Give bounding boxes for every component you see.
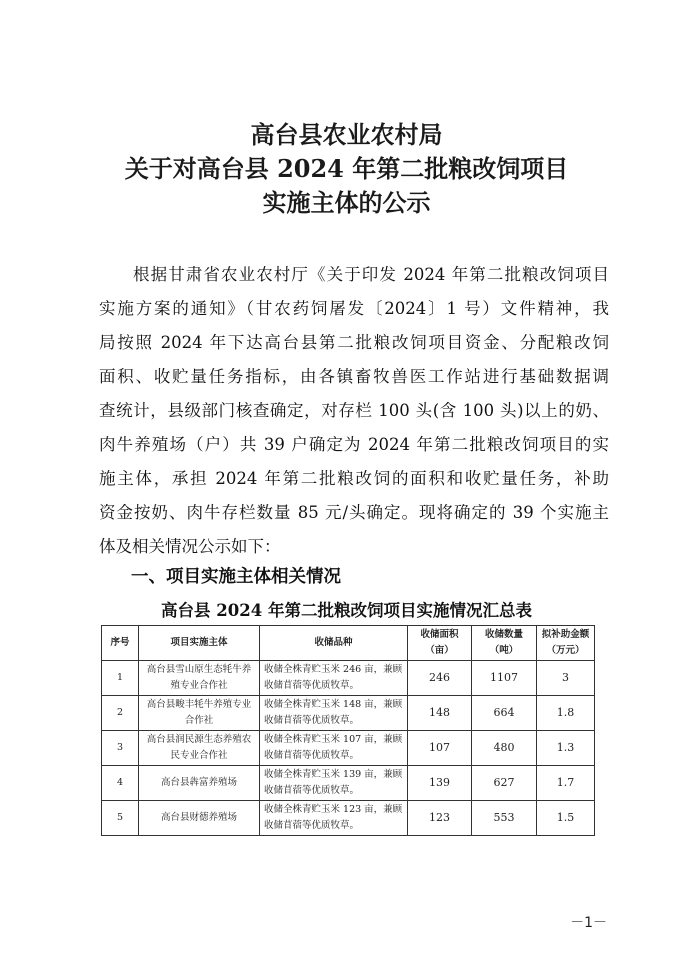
header-entity: 项目实施主体 — [139, 626, 260, 661]
cell-area: 107 — [408, 731, 472, 766]
cell-subsidy: 1.3 — [537, 731, 595, 766]
header-variety: 收储品种 — [260, 626, 408, 661]
body-line: 实施方案的通知》（甘农药饲屠发〔2024〕1 号）文件精神，我 — [99, 299, 609, 318]
header-quantity — [472, 626, 537, 661]
cell-subsidy: 1.5 — [537, 801, 595, 836]
header-subsidy-label: 拟补助金额 — [541, 629, 590, 640]
cell-area: 123 — [408, 801, 472, 836]
header-no: 序号 — [102, 626, 139, 661]
body-line: 局按照 2024 年下达高台县第二批粮改饲项目资金、分配粮改饲 — [99, 333, 609, 352]
cell-variety: 收储全株青贮玉米 139 亩，兼顾收储苜蓿等优质牧草。 — [260, 766, 408, 801]
title-line-2: 关于对高台县 2024 年第二批粮改饲项目 — [124, 154, 569, 183]
cell-variety: 收储全株青贮玉米 123 亩，兼顾收储苜蓿等优质牧草。 — [260, 801, 408, 836]
cell-variety: 收储全株青贮玉米 246 亩，兼顾收储苜蓿等优质牧草。 — [260, 661, 408, 696]
document-title — [0, 118, 693, 220]
cell-subsidy: 1.7 — [537, 766, 595, 801]
cell-entity: 高台县犇富养殖场 — [139, 766, 260, 801]
cell-no: 2 — [102, 696, 139, 731]
cell-no: 5 — [102, 801, 139, 836]
header-subsidy-unit: （万元） — [546, 645, 585, 656]
table-row — [102, 696, 595, 731]
header-quantity-unit: （吨） — [489, 645, 519, 656]
section-heading: 一、项目实施主体相关情况 — [131, 567, 341, 587]
cell-quantity: 627 — [472, 766, 537, 801]
table-row — [102, 661, 595, 696]
cell-area: 139 — [408, 766, 472, 801]
header-area-unit: （亩） — [425, 645, 454, 656]
cell-variety: 收储全株青贮玉米 148 亩，兼顾收储苜蓿等优质牧草。 — [260, 696, 408, 731]
cell-entity: 高台县雪山原生态牦牛养殖专业合作社 — [139, 661, 260, 696]
summary-table — [101, 625, 595, 836]
cell-subsidy: 1.8 — [537, 696, 595, 731]
cell-no: 1 — [102, 661, 139, 696]
title-line-1: 高台县农业农村局 — [250, 120, 443, 149]
body-line: 施主体，承担 2024 年第二批粮改饲的面积和收贮量任务，补助 — [99, 469, 609, 488]
body-line: 资金按奶、肉牛存栏数量 85 元/头确定。现将确定的 39 个实施主 — [99, 503, 609, 522]
cell-entity: 高台县润民源生态养殖农民专业合作社 — [139, 731, 260, 766]
body-paragraph — [99, 258, 609, 564]
header-subsidy — [537, 626, 595, 661]
cell-quantity: 664 — [472, 696, 537, 731]
cell-variety: 收储全株青贮玉米 107 亩，兼顾收储苜蓿等优质牧草。 — [260, 731, 408, 766]
cell-area: 148 — [408, 696, 472, 731]
table-row — [102, 766, 595, 801]
cell-quantity: 480 — [472, 731, 537, 766]
body-line: 查统计，县级部门核查确定，对存栏 100 头(含 100 头)以上的奶、 — [99, 401, 609, 420]
cell-no: 3 — [102, 731, 139, 766]
cell-entity: 高台县畯丰牦牛养殖专业合作社 — [139, 696, 260, 731]
cell-subsidy: 3 — [537, 661, 595, 696]
title-line-3: 实施主体的公示 — [262, 188, 431, 217]
table-title: 高台县 2024 年第二批粮改饲项目实施情况汇总表 — [161, 601, 532, 620]
cell-quantity: 553 — [472, 801, 537, 836]
table-row — [102, 801, 595, 836]
cell-quantity: 1107 — [472, 661, 537, 696]
header-area — [408, 626, 472, 661]
table-row — [102, 731, 595, 766]
header-quantity-label: 收储数量 — [484, 629, 523, 640]
body-line: 肉牛养殖场（户）共 39 户确定为 2024 年第二批粮改饲项目的实 — [99, 435, 609, 454]
cell-entity: 高台县财德养殖场 — [139, 801, 260, 836]
table-header-row — [102, 626, 595, 661]
page-number: －1－ — [570, 915, 607, 931]
body-line: 根据甘肃省农业农村厅《关于印发 2024 年第二批粮改饲项目 — [133, 265, 609, 284]
header-area-label: 收储面积 — [420, 629, 459, 640]
body-line: 体及相关情况公示如下： — [99, 537, 281, 556]
cell-no: 4 — [102, 766, 139, 801]
body-line: 面积、收贮量任务指标，由各镇畜牧兽医工作站进行基础数据调 — [99, 367, 609, 386]
cell-area: 246 — [408, 661, 472, 696]
